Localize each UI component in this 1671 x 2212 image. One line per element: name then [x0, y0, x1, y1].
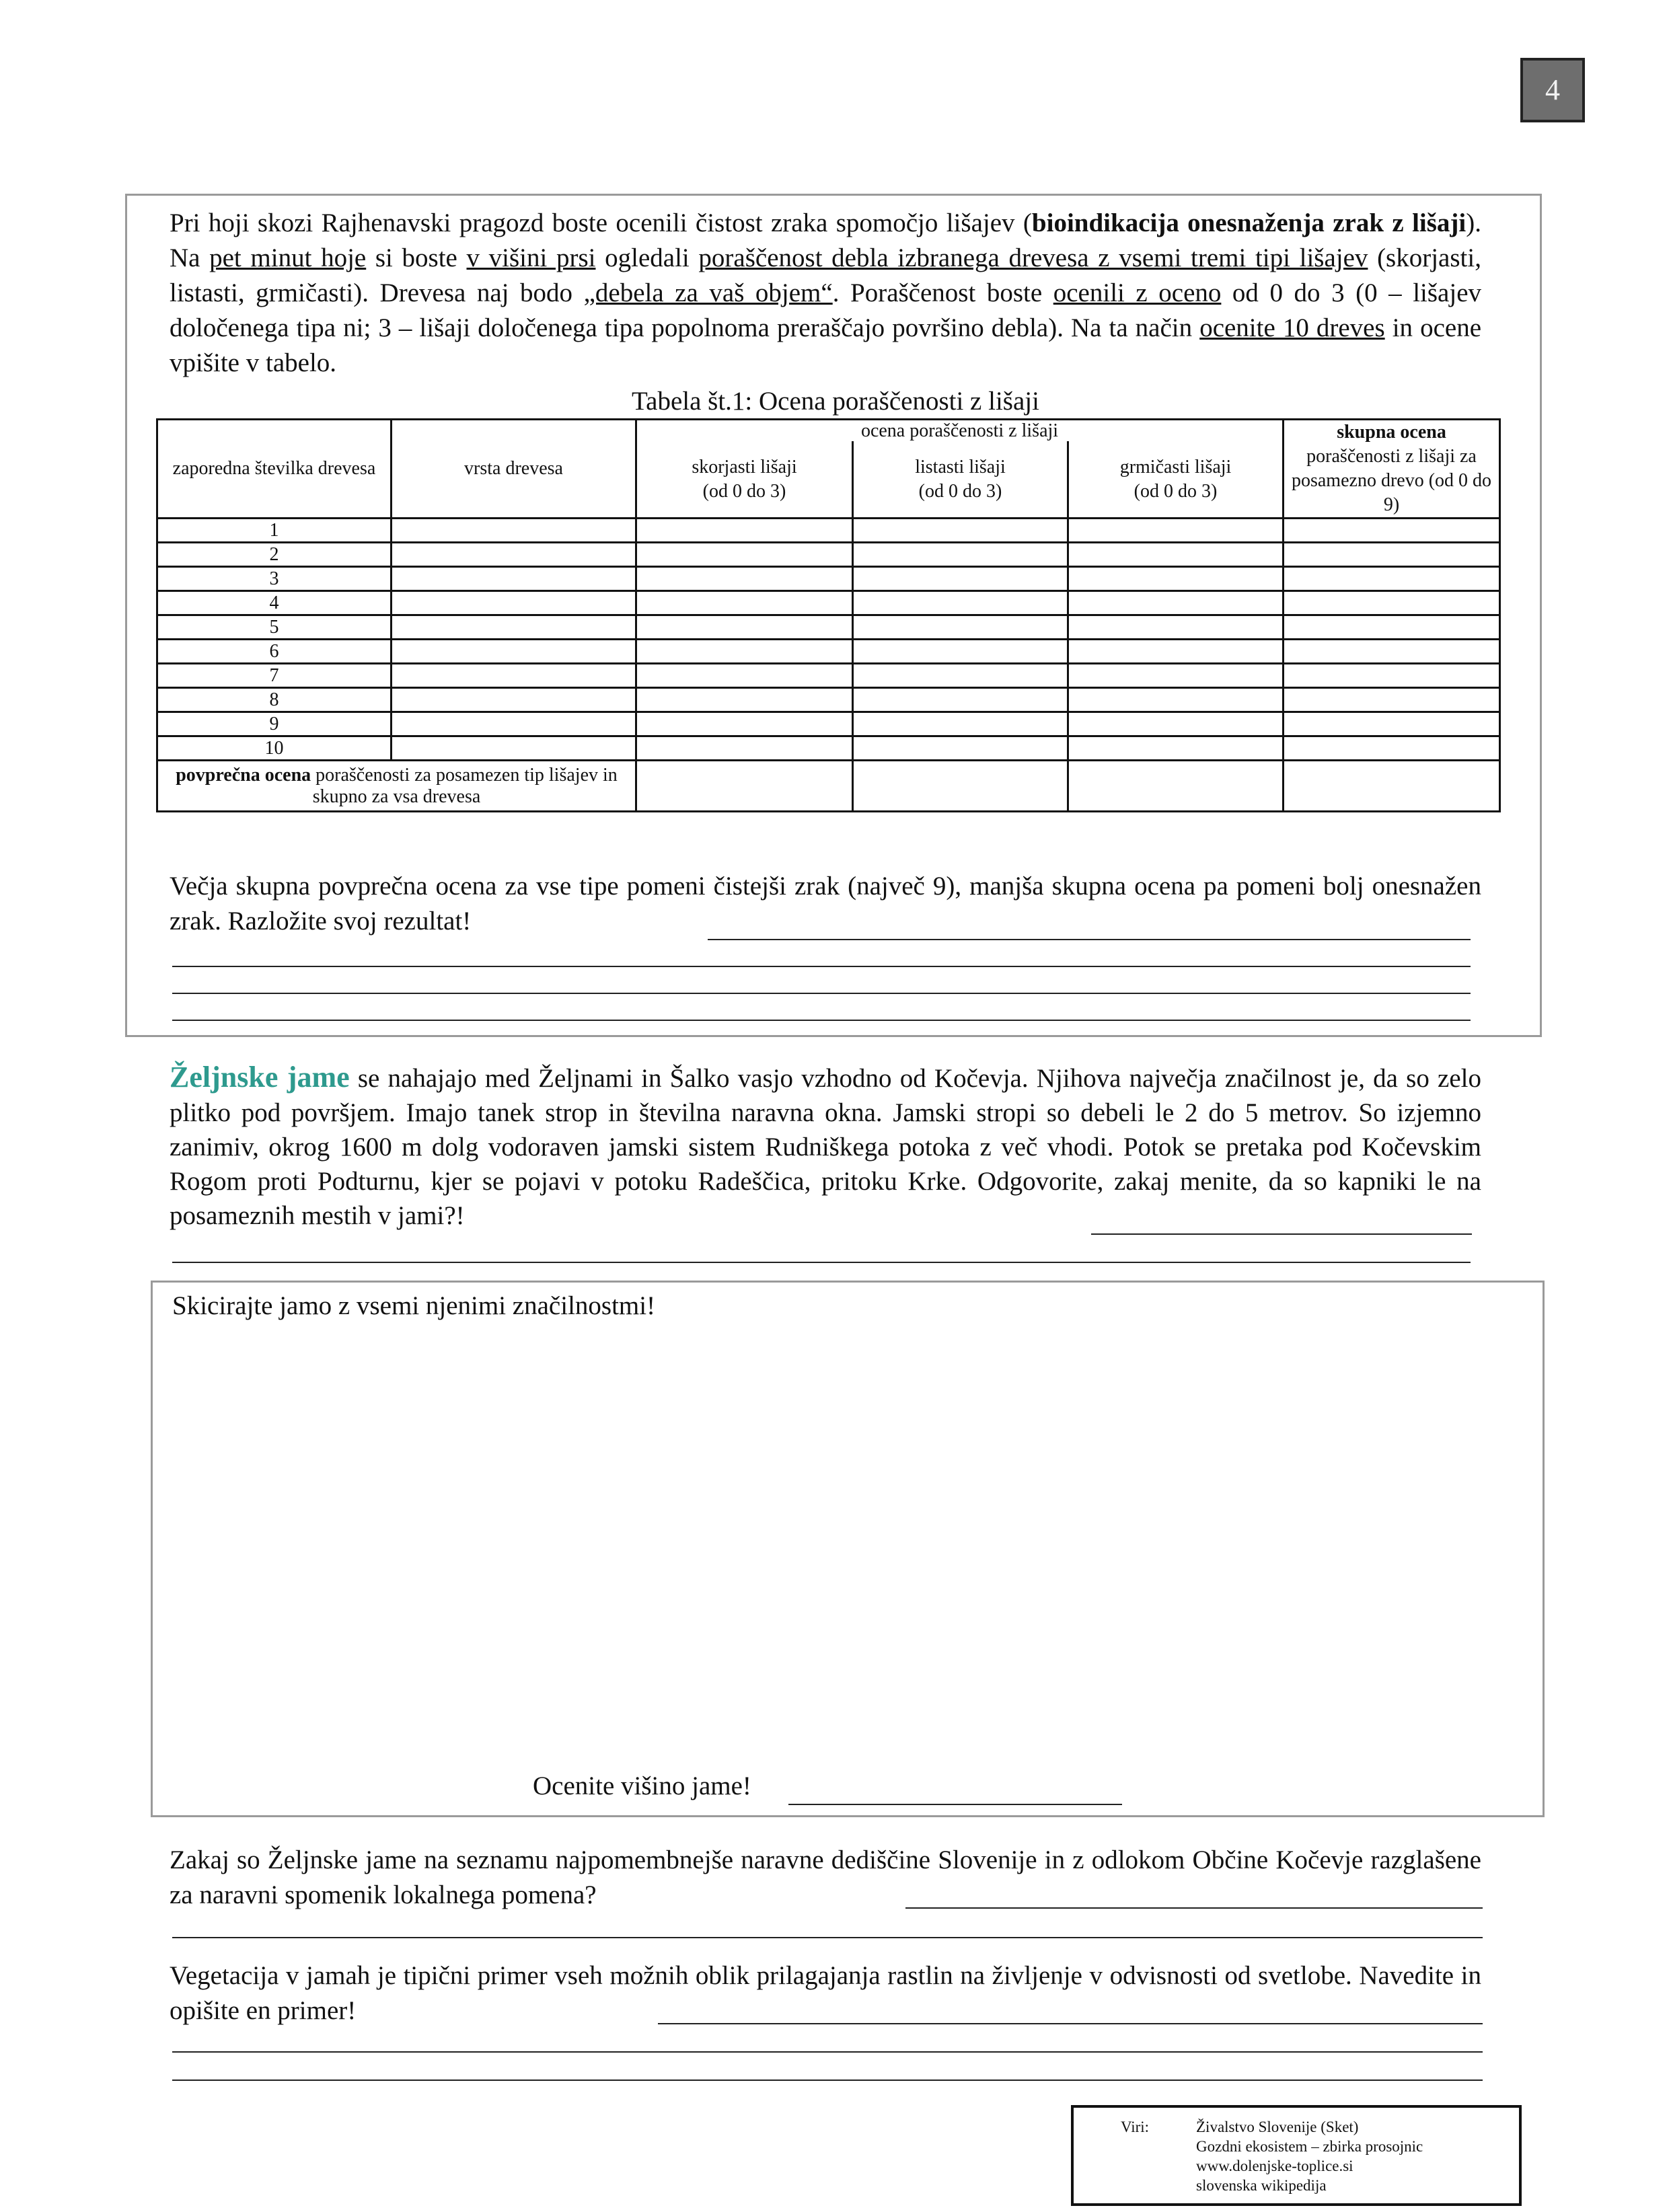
row-number: 7 [157, 664, 392, 688]
intro-text: ). Na [170, 208, 1481, 272]
cell-fruticose[interactable] [1068, 640, 1284, 664]
intro-text: in ocene vpišite v tabelo. [170, 313, 1482, 377]
sketch-instruction: Skicirajte jamo z vsemi njenimi značilnostmi! [172, 1291, 656, 1320]
header-foliose [853, 441, 1068, 518]
cell-avg-fruticose[interactable] [1068, 761, 1284, 812]
row-number: 3 [157, 567, 392, 591]
source-item: Gozdni ekosistem – zbirka prosojnic [1196, 2138, 1423, 2155]
intro-text: od 0 do 3 (0 – lišajev določenega tipa ni; 3 – lišaji določenega tipa popolnoma preraščajo površino debla). Na ta način [170, 278, 1481, 342]
cell-species[interactable] [392, 712, 636, 736]
answer-line[interactable] [172, 993, 1471, 994]
cell-species[interactable] [392, 615, 636, 640]
header-crustose-label: skorjasti lišaji [692, 456, 797, 478]
cell-total[interactable] [1284, 615, 1500, 640]
row-number: 5 [157, 615, 392, 640]
header-total-score [1284, 420, 1500, 519]
row-number: 1 [157, 519, 392, 543]
cell-total[interactable] [1284, 712, 1500, 736]
intro-text: Pri hoji skozi Rajhenavski pragozd boste ocenili čistost zraka spomočjo lišajev ( [170, 208, 1032, 237]
cave-height-question: Ocenite višino jame! [533, 1771, 751, 1800]
cell-total[interactable] [1284, 640, 1500, 664]
zeljnske-paragraph [170, 1060, 1481, 1233]
row-number: 10 [157, 736, 392, 761]
question-heritage: Zakaj so Željnske jame na seznamu najpomembnejše naravne dediščine Slovenije in z odlokom Občine Kočevje razglašene za naravni spomenik lokalnega pomena? [170, 1845, 1481, 1909]
question-vegetation: Vegetacija v jamah je tipični primer vseh možnih oblik prilagajanja rastlin na življenje v odvisnosti od svetlobe. Navedite in opišite en primer! [170, 1961, 1481, 2025]
cell-fruticose[interactable] [1068, 519, 1284, 543]
source-item: Živalstvo Slovenije (Sket) [1196, 2119, 1359, 2135]
cell-avg-foliose[interactable] [853, 761, 1068, 812]
sources-box [1071, 2105, 1522, 2206]
cell-species[interactable] [392, 591, 636, 615]
source-item: www.dolenjske-toplice.si [1196, 2158, 1353, 2174]
answer-line[interactable] [708, 939, 1471, 940]
cell-total[interactable] [1284, 519, 1500, 543]
average-label-rest: poraščenosti za posamezen tip lišajev in skupno za vsa drevesa [311, 764, 618, 807]
cell-foliose[interactable] [853, 736, 1068, 761]
header-foliose-label: listasti lišaji [915, 456, 1006, 478]
intro-text: si boste [366, 243, 467, 272]
cell-fruticose[interactable] [1068, 736, 1284, 761]
cell-fruticose[interactable] [1068, 664, 1284, 688]
answer-line[interactable] [905, 1907, 1483, 1909]
cell-foliose[interactable] [853, 712, 1068, 736]
answer-line[interactable] [172, 1937, 1483, 1938]
sketch-box[interactable] [151, 1281, 1545, 1817]
cell-total[interactable] [1284, 664, 1500, 688]
average-label-bold: povprečna ocena [176, 764, 311, 786]
cell-total[interactable] [1284, 688, 1500, 712]
cell-crustose[interactable] [636, 736, 853, 761]
cell-total[interactable] [1284, 591, 1500, 615]
row-number: 9 [157, 712, 392, 736]
cell-crustose[interactable] [636, 615, 853, 640]
cell-foliose[interactable] [853, 640, 1068, 664]
header-lichen-coverage: ocena poraščenosti z lišaji [636, 420, 1284, 442]
intro-underlined: v višini prsi [466, 243, 596, 272]
cell-foliose[interactable] [853, 567, 1068, 591]
cell-species[interactable] [392, 736, 636, 761]
answer-line[interactable] [172, 2080, 1483, 2081]
cell-avg-crustose[interactable] [636, 761, 853, 812]
header-fruticose-range: (od 0 do 3) [1134, 480, 1218, 502]
sources-list [1196, 2117, 1423, 2195]
cell-foliose[interactable] [853, 543, 1068, 567]
cell-total[interactable] [1284, 543, 1500, 567]
cell-crustose[interactable] [636, 591, 853, 615]
header-tree-number: zaporedna številka drevesa [157, 420, 392, 519]
cell-fruticose[interactable] [1068, 543, 1284, 567]
intro-text: . Poraščenost boste [832, 278, 1053, 307]
intro-underlined: poraščenost debla izbranega drevesa z vsemi tremi tipi lišajev [698, 243, 1368, 272]
row-number: 6 [157, 640, 392, 664]
source-item: slovenska wikipedija [1196, 2177, 1327, 2194]
cell-crustose[interactable] [636, 664, 853, 688]
answer-line[interactable] [658, 2023, 1483, 2024]
header-crustose-range: (od 0 do 3) [702, 480, 786, 502]
lichen-table [156, 418, 1501, 812]
header-foliose-range: (od 0 do 3) [918, 480, 1002, 502]
zeljnske-text: se nahajajo med Željnami in Šalko vasjo vzhodno od Kočevja. Njihova največja značilnost je, da so zelo plitko pod površjem. Imajo tanek strop in številna naravna okna. Jamski stropi so debeli le 2 do 5 metrov. So izjemno zanimiv, okrog 1600 m dolg vodoraven jamski sistem Rudniškega potoka z več vhodi. Potok se pretaka pod Kočevskim Rogom proti Podturnu, kjer se pojavi v potoku Radeščica, pritoku Krke. Odgovorite, zakaj menite, da so kapniki le na posameznih mestih v jami?! [170, 1064, 1482, 1230]
header-crustose [636, 441, 853, 518]
intro-underlined: pet minut hoje [209, 243, 367, 272]
cell-crustose[interactable] [636, 712, 853, 736]
answer-line[interactable] [788, 1804, 1122, 1805]
cell-total[interactable] [1284, 736, 1500, 761]
cell-foliose[interactable] [853, 591, 1068, 615]
header-total-rest: poraščenosti z lišaji za posamezno drevo (od 0 do 9) [1291, 446, 1492, 515]
cell-crustose[interactable] [636, 688, 853, 712]
cell-foliose[interactable] [853, 664, 1068, 688]
cell-species[interactable] [392, 640, 636, 664]
header-tree-species: vrsta drevesa [392, 420, 636, 519]
cell-foliose[interactable] [853, 688, 1068, 712]
cell-foliose[interactable] [853, 615, 1068, 640]
cell-species[interactable] [392, 519, 636, 543]
row-number: 4 [157, 591, 392, 615]
header-total-bold: skupna ocena [1337, 422, 1446, 443]
cell-fruticose[interactable] [1068, 591, 1284, 615]
row-number: 8 [157, 688, 392, 712]
cell-species[interactable] [392, 543, 636, 567]
cell-avg-total[interactable] [1284, 761, 1500, 812]
cell-fruticose[interactable] [1068, 567, 1284, 591]
header-fruticose-label: grmičasti lišaji [1119, 456, 1232, 478]
answer-line[interactable] [172, 966, 1471, 967]
cell-foliose[interactable] [853, 519, 1068, 543]
question-explain-result: Večja skupna povprečna ocena za vse tipe pomeni čistejši zrak (največ 9), manjša skupna ocena pa pomeni bolj onesnažen zrak. Razložite svoj rezultat! [170, 872, 1481, 936]
answer-line[interactable] [172, 1020, 1471, 1021]
cell-species[interactable] [392, 688, 636, 712]
answer-line[interactable] [1091, 1233, 1472, 1235]
cell-fruticose[interactable] [1068, 688, 1284, 712]
cell-fruticose[interactable] [1068, 615, 1284, 640]
cell-species[interactable] [392, 567, 636, 591]
zeljnske-title: Željnske jame [170, 1061, 350, 1094]
cell-crustose[interactable] [636, 640, 853, 664]
intro-text: ogledali [595, 243, 699, 272]
intro-underlined: ocenite 10 dreves [1199, 313, 1385, 342]
cell-crustose[interactable] [636, 567, 853, 591]
page-number-badge: 4 [1520, 58, 1585, 122]
cell-crustose[interactable] [636, 519, 853, 543]
intro-bold-term: bioindikacija onesnaženja zrak z lišaji [1031, 208, 1466, 237]
sources-label: Viri: [1121, 2119, 1150, 2135]
header-fruticose [1068, 441, 1284, 518]
average-row-label [157, 761, 636, 812]
answer-line[interactable] [172, 1262, 1471, 1263]
row-number: 2 [157, 543, 392, 567]
intro-underlined: ocenili z oceno [1053, 278, 1222, 307]
answer-line[interactable] [172, 2051, 1483, 2053]
cell-total[interactable] [1284, 567, 1500, 591]
cell-species[interactable] [392, 664, 636, 688]
cell-fruticose[interactable] [1068, 712, 1284, 736]
intro-underlined: „debela za vaš objem“ [583, 278, 833, 307]
table-caption: Tabela št.1: Ocena poraščenosti z lišaji [632, 387, 1039, 416]
intro-text: (skorjasti, listasti, grmičasti). Drevesa naj bodo [170, 243, 1481, 307]
lichen-instructions [170, 206, 1481, 381]
cell-crustose[interactable] [636, 543, 853, 567]
